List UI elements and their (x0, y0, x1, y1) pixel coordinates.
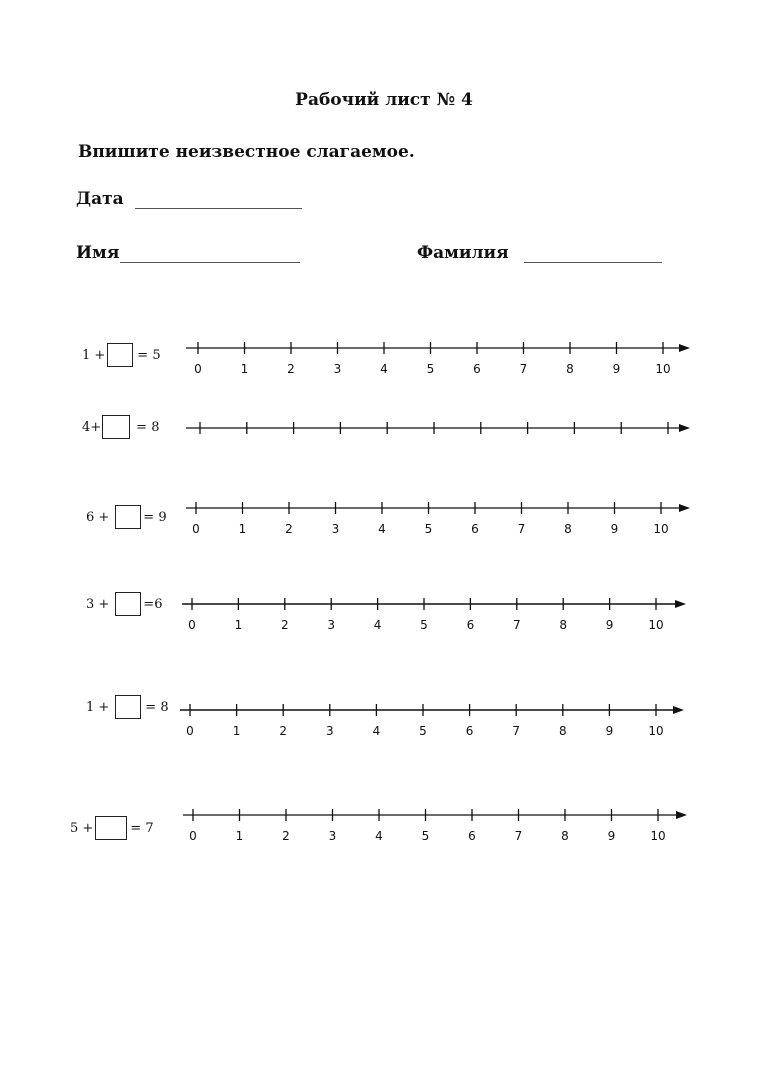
number-line-label: 0 (188, 618, 196, 632)
number-line-label: 7 (517, 522, 526, 536)
date-label: Дата (76, 189, 124, 209)
surname-label: Фамилия (417, 243, 509, 263)
number-line-arrow (675, 600, 686, 608)
number-line-label: 6 (468, 829, 476, 843)
number-line-arrow (676, 811, 687, 819)
number-line-label: 1 (235, 829, 244, 843)
equation-right: = 5 (137, 347, 161, 363)
number-line-label: 7 (514, 829, 523, 843)
number-line-label: 1 (232, 724, 241, 738)
equation-right: = 9 (143, 509, 167, 525)
equation-left: 3 + (86, 596, 110, 612)
number-line-label: 5 (420, 618, 428, 632)
number-line-label: 3 (328, 829, 337, 843)
number-line-label: 3 (327, 618, 336, 632)
equation-left: 1 + (82, 347, 106, 363)
equation-right: =6 (143, 596, 163, 612)
name-label: Имя (76, 243, 120, 263)
equation-left: 5 + (70, 820, 94, 836)
number-line-label: 9 (607, 829, 616, 843)
number-line-label: 9 (610, 522, 619, 536)
number-line-label: 3 (325, 724, 334, 738)
number-line-label: 0 (192, 522, 200, 536)
worksheet-title: Рабочий лист № 4 (295, 90, 473, 110)
number-line-label: 4 (380, 362, 388, 376)
instruction-text: Впишите неизвестное слагаемое. (78, 142, 415, 162)
number-line-label: 2 (282, 829, 290, 843)
equation-left: 6 + (86, 509, 110, 525)
equation-left: 1 + (86, 699, 110, 715)
number-line-label: 6 (466, 618, 475, 632)
number-line-arrow (673, 706, 684, 714)
number-line-label: 10 (653, 522, 669, 536)
number-line-label: 1 (234, 618, 243, 632)
number-line-label: 0 (194, 362, 202, 376)
number-line-arrow (679, 424, 690, 432)
equation-right: = 7 (130, 820, 154, 836)
number-line-label: 8 (566, 362, 574, 376)
number-line-label: 10 (650, 829, 666, 843)
number-line-label: 8 (561, 829, 569, 843)
number-line-label: 7 (512, 724, 521, 738)
equation-right: = 8 (145, 699, 169, 715)
number-line-label: 8 (559, 618, 568, 632)
number-line-label: 8 (564, 522, 572, 536)
number-line-label: 9 (605, 618, 614, 632)
equation-left: 4+ (82, 419, 102, 435)
number-line-label: 4 (378, 522, 386, 536)
number-line-label: 4 (375, 829, 383, 843)
number-line-label: 1 (240, 362, 249, 376)
number-line-label: 3 (331, 522, 340, 536)
number-line-label: 9 (612, 362, 621, 376)
number-line-arrow (679, 504, 690, 512)
number-line-label: 6 (471, 522, 479, 536)
number-line-label: 3 (333, 362, 342, 376)
number-line-label: 8 (558, 724, 567, 738)
number-line-label: 5 (421, 829, 430, 843)
number-line-label: 2 (280, 618, 289, 632)
number-line-label: 5 (424, 522, 433, 536)
number-line-label: 6 (465, 724, 474, 738)
number-line-label: 5 (426, 362, 435, 376)
number-line-arrow (679, 344, 690, 352)
number-line-label: 2 (287, 362, 295, 376)
number-line-label: 10 (655, 362, 671, 376)
number-line-label: 7 (519, 362, 528, 376)
number-line-label: 7 (512, 618, 521, 632)
number-line-label: 2 (279, 724, 288, 738)
number-line-label: 10 (648, 618, 664, 632)
number-line-label: 4 (373, 618, 382, 632)
number-line-label: 10 (648, 724, 664, 738)
number-line-label: 5 (419, 724, 427, 738)
number-line-label: 9 (605, 724, 614, 738)
equation-right: = 8 (136, 419, 160, 435)
number-line-label: 0 (186, 724, 194, 738)
number-line-label: 0 (189, 829, 197, 843)
number-line-label: 6 (473, 362, 481, 376)
number-line-label: 4 (372, 724, 381, 738)
number-line-label: 1 (238, 522, 247, 536)
number-line-label: 2 (285, 522, 293, 536)
